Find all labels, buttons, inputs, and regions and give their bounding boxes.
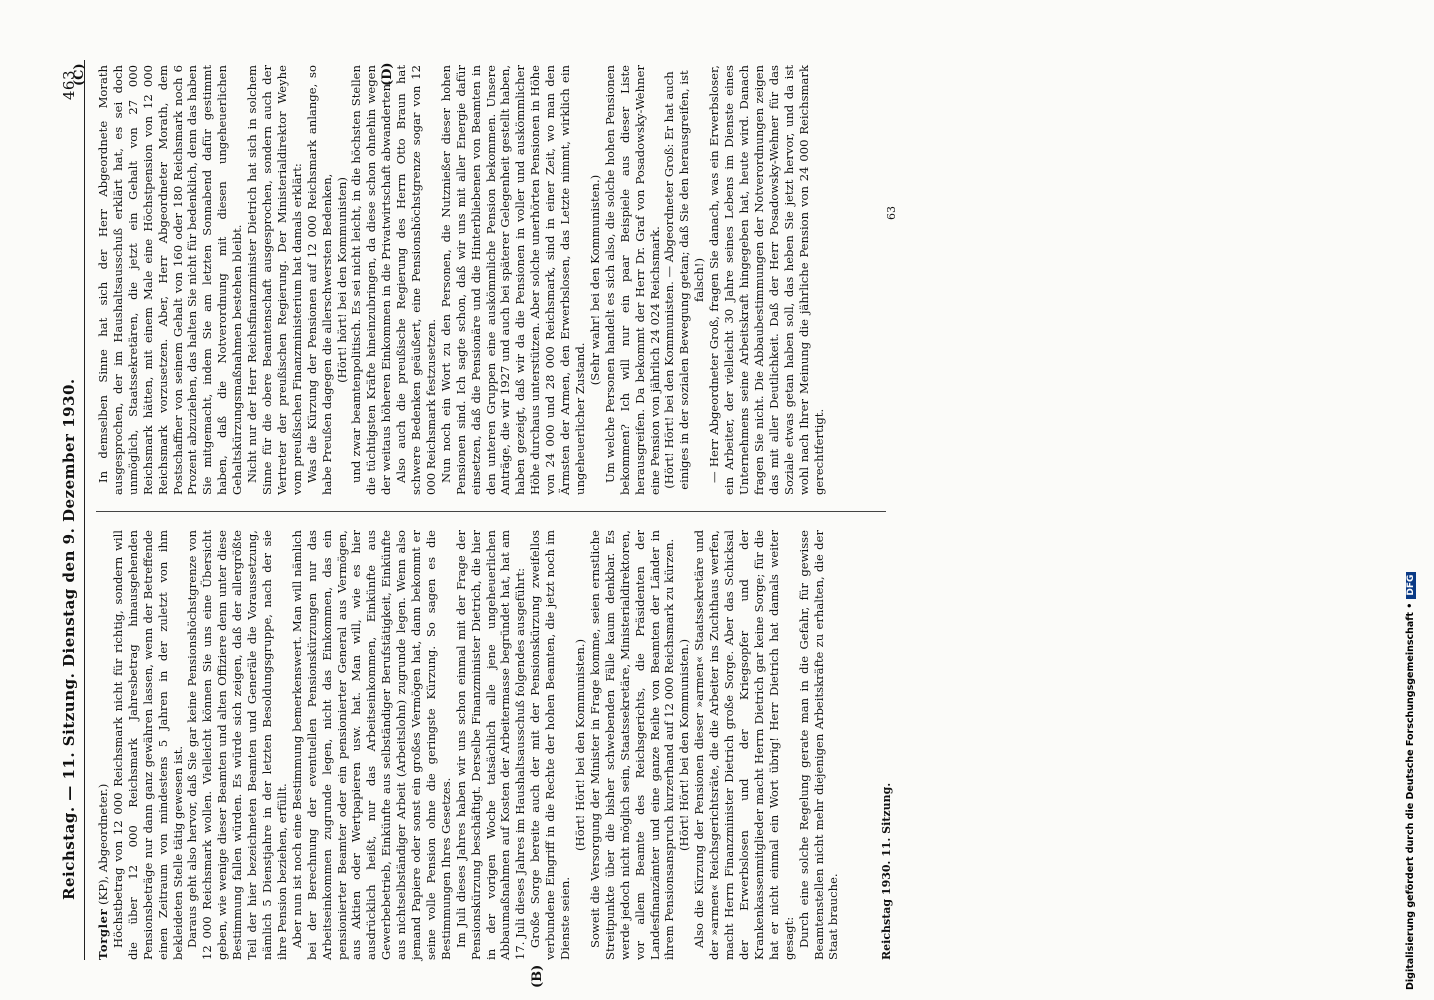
speaker-affiliation: (KP), Abgeordneter.) bbox=[96, 783, 110, 909]
paragraph: (Hört! Hört! bei den Kommunisten. — Abgeordneter Groß: Er hat auch einiges in der sozialen Bewegung getan; daß Sie den herausgreifen, ist falsch!) bbox=[662, 70, 707, 490]
margin-letter-b: (B) bbox=[530, 964, 545, 988]
paragraph: — Herr Abgeordneter Groß, fragen Sie danach, was ein Erwerbsloser, ein Arbeiter, der vielleicht 30 Jahre seines Lebens im Dienste eines Unternehmens seine Arbeitskraft hingegeben hat, heute wird. Danach fragen Sie nicht. Die Abbaubestimmungen der Notverordnungen zeigen das mit aller Deutlichkeit. Daß der Herr Posadowsky-Wehner für das Soziale etwas getan haben soll, das heben Sie jetzt hervor, und da ist wohl nach Ihrer Meinung die jährliche Pension von 24 000 Reichsmark gerechtfertigt. bbox=[707, 65, 826, 495]
paragraph: Also die Kürzung der Pensionen dieser »armen« Staatssekretäre und der »armen« Reichsgerichtsräte, die die Arbeiter ins Zuchthaus werfen, macht Herrn Finanzminister Dietrich große Sorge. Aber das Schicksal der Erwerbslosen und der Kriegsopfer und der Krankenkassenmitglieder macht Herrn Dietrich gar keine Sorge; für die hat er nicht einmal ein Wort übrig! Herr Dietrich hat damals weiter gesagt: bbox=[692, 530, 796, 960]
page-content bbox=[60, 60, 1380, 988]
paragraph: In demselben Sinne hat sich der Herr Abgeordnete Morath ausgesprochen, der im Haushaltsausschuß erklärt hat, es sei doch unmöglich, Staatssekretären, die jetzt ein Gehalt von 27 000 Reichsmark hätten, mit einem Male eine Höchstpension von 12 000 Reichsmark vorzusetzen. Aber, Herr Abgeordneter Morath, dem Postschaffner von seinem Gehalt von 160 oder 180 Reichsmark noch 6 Prozent abzuziehen, das halten Sie nicht für bedenklich, denn das haben Sie mitgemacht, indem Sie am letzten Sonnabend dafür gestimmt haben, daß die Notverordnung mit diesen ungeheuerlichen Gehaltskürzungsmaßnahmen bestehen bleibt. bbox=[96, 65, 245, 495]
paragraph: Durch eine solche Regelung gerate man in die Gefahr, für gewisse Beamtenstellen nicht mehr diejenigen Arbeitskräfte zu erhalten, die der Staat brauche. bbox=[796, 530, 841, 960]
paragraph: Höchstbetrag von 12 000 Reichsmark nicht für richtig, sondern will die über 12 000 Reichsmark Jahresbetrag hinausgehenden Pensionsbeträge nur dann ganz gewähren lassen, wenn der Betreffende einen Zeitraum von mindestens 5 Jahren in der zuletzt von ihm bekleideten Stelle tätig gewesen ist. bbox=[110, 530, 185, 960]
paragraph: Nun noch ein Wort zu den Personen, die Nutznießer dieser hohen Pensionen sind. Ich sagte schon, daß wir uns mit aller Energie dafür einsetzen, daß die Pensionäre und die Hinterbliebenen von Beamten in den unteren Gruppen eine auskömmliche Pension bekommen. Unsere Anträge, die wir 1927 und auch bei späterer Gelegenheit gestellt haben, haben gezeigt, daß wir da die Pensionen in voller und auskömmlicher Höhe durchaus unterstützen. Aber solche unerhörten Pensionen in Höhe von 24 000 und 28 000 Reichsmark, sind in einer Zeit, wo man den Ärmsten der Armen, den Erwerbslosen, das Letzte nimmt, wirklich ein ungeheuerlicher Zustand. bbox=[438, 65, 587, 495]
header-rule bbox=[84, 60, 85, 960]
page-number: 463 bbox=[60, 70, 78, 101]
paragraph: Also auch die preußische Regierung des Herrn Otto Braun hat schwere Bedenken geäußert, eine Pensionshöchstgrenze sogar von 12 000 Reichsmark festzusetzen. bbox=[394, 65, 438, 495]
digitization-note bbox=[1405, 10, 1427, 990]
margin-letter-c: (C) bbox=[72, 63, 87, 86]
footer-signature: Reichstag 1930. 11. Sitzung. bbox=[880, 782, 893, 960]
digitization-text: Digitalisierung gefördert durch die Deutsche Forschungsgemeinschaft • bbox=[1405, 602, 1416, 990]
paragraph: Um welche Personen handelt es sich also, die solche hohen Pensionen bekommen? Ich will nur ein paar Beispiele aus dieser Liste herausgreifen. Da bekommt der Herr Dr. Graf von Posadowsky-Wehner eine Pension von jährlich 24 024 Reichsmark. bbox=[602, 65, 662, 495]
sheet-number: 63 bbox=[885, 206, 898, 220]
paragraph bbox=[96, 530, 111, 960]
paragraph: Aber nun ist noch eine Bestimmung bemerkenswert. Man will nämlich bei der Berechnung der eventuellen Pensionskürzungen nur das Arbeitseinkommen zugrunde legen, nicht das Einkommen, das ein pensionierter Beamter oder ein pensionierter General aus Vermögen, aus Aktien oder Wertpapieren usw. hat. Man will, wie es hier ausdrücklich heißt, nur das Arbeitseinkommen, Einkünfte aus Gewerbebetrieb, Einkünfte aus selbständiger Berufstätigkeit, Einkünfte aus nichtselbständiger Arbeit (Arbeitslohn) zugrunde legen. Wenn also jemand Papiere oder sonst ein großes Vermögen hat, dann bekommt er seine volle Pension ohne die geringste Kürzung. So sagen es die Bestimmungen Ihres Gesetzes. bbox=[289, 530, 453, 960]
speaker-name: Torgler bbox=[96, 908, 110, 960]
running-head bbox=[60, 60, 82, 960]
paragraph: Soweit die Versorgung der Minister in Frage komme, seien ernstliche Streitpunkte über die bisher schwebenden Fälle kaum denkbar. Es werde jedoch nicht möglich sein, Staatssekretäre, Ministerialdirektoren, vor allem Beamte des Reichsgerichts, die Präsidenten der Landesfinanzämter und eine ganze Reihe von Beamten der Länder in ihrem Pensionsanspruch kurzerhand auf 12 000 Reichsmark zu kürzen. bbox=[587, 530, 677, 960]
paragraph: (Hört! Hört! bei den Kommunisten.) bbox=[677, 639, 692, 852]
paragraph: Daraus geht also hervor, daß Sie gar keine Pensionshöchstgrenze von 12 000 Reichsmark wollen. Vielleicht können Sie uns eine Übersicht geben, wie wenige dieser Beamten und alten Offiziere denn unter diese Bestimmung fallen würden. Es würde sich zeigen, daß der allergrößte Teil der hier bezeichneten Beamten und Generäle die Voraussetzung, nämlich 5 Dienstjahre in der letzten Besoldungsgruppe, nach der sie ihre Pension beziehen, erfüllt. bbox=[185, 530, 289, 960]
paragraph: und zwar beamtenpolitisch. Es sei nicht leicht, in die höchsten Stellen die tüchtigsten Kräfte hineinzubringen, da diese schon ohnehin wegen der weitaus höheren Einkommen in die Privatwirtschaft abwanderten. bbox=[349, 65, 394, 495]
dfg-logo: DFG bbox=[1406, 572, 1416, 599]
right-column bbox=[96, 65, 826, 495]
page-title: Reichstag. — 11. Sitzung. Dienstag den 9. Dezember 1930. bbox=[60, 378, 78, 900]
paragraph: (Hört! Hört! bei den Kommunisten.) bbox=[573, 639, 587, 852]
paragraph: Große Sorge bereite auch der mit der Pensionskürzung zweifellos verbundene Eingriff in die Rechte der hohen Beamten, die jetzt noch im Dienste seien. bbox=[528, 530, 573, 960]
column-divider bbox=[96, 511, 886, 512]
paragraph: (Hört! hört! bei den Kommunisten) bbox=[334, 177, 349, 383]
paragraph: Was die Kürzung der Pensionen auf 12 000 Reichsmark anlange, so habe Preußen dagegen die allerschwersten Bedenken, bbox=[304, 65, 334, 495]
margin-letter-d: (D) bbox=[380, 62, 395, 86]
paragraph: (Sehr wahr! bei den Kommunisten.) bbox=[587, 174, 602, 386]
left-column bbox=[96, 530, 841, 960]
paragraph: Nicht nur der Herr Reichsfinanzminister Dietrich hat sich in solchem Sinne für die obere Beamtenschaft ausgesprochen, sondern auch der Vertreter der preußischen Regierung. Der Ministerialdirektor Weyhe vom preußischen Finanzministerium hat damals erklärt: bbox=[245, 65, 304, 495]
paragraph: Im Juli dieses Jahres haben wir uns schon einmal mit der Frage der Pensionskürzung beschäftigt. Derselbe Finanzminister Dietrich, die hier in der vorigen Woche tatsächlich alle jene ungeheuerlichen Abbaumaßnahmen auf Kosten der Arbeitermasse begründet hat, hat am 17. Juli dieses Jahres im Haushaltsausschuß folgendes ausgeführt: bbox=[453, 530, 528, 960]
